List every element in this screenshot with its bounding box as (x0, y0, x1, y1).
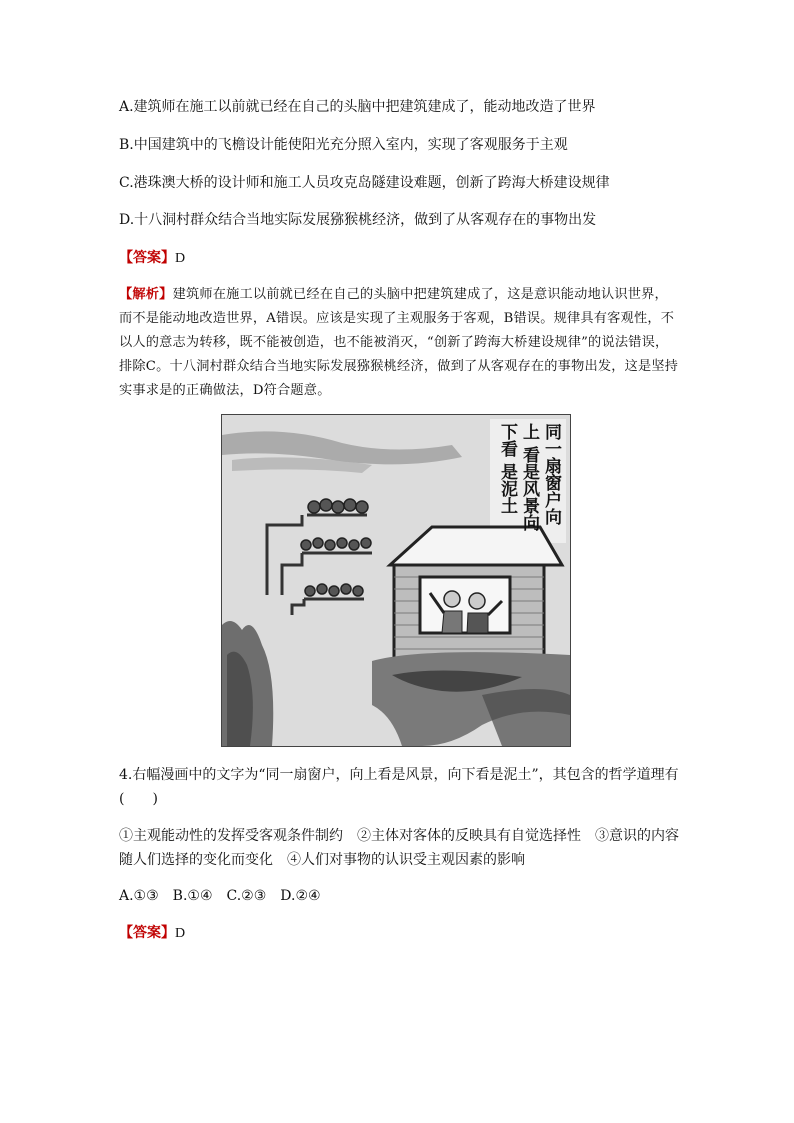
answer-line-q4 (119, 923, 185, 944)
option-b: B.中国建筑中的飞檐设计能使阳光充分照入室内，实现了客观服务于主观 (119, 137, 568, 153)
option-a: A.建筑师在施工以前就已经在自己的头脑中把建筑建成了，能动地改造了世界 (119, 99, 596, 115)
answer-tag: 【答案】 (119, 250, 175, 266)
question-statements: ①主观能动性的发挥受客观条件制约 ②主体对客体的反映具有自觉选择性 ③意识的内容随人们选择的变化而变化 ④人们对事物的认识受主观因素的影响 (119, 828, 679, 868)
analysis-text: 建筑师在施工以前就已经在自己的头脑中把建筑建成了，这是意识能动地认识世界，而不是能动地改造世界，A错误。应该是实现了主观服务于客观，B错误。规律具有客观性，不以人的意志为转移，既不能被创造，也不能被消灭，“创新了跨海大桥建设规律”的说法错误，排除C。十八洞村群众结合当地实际发展猕猴桃经济，做到了从客观存在的事物出发，这是坚持实事求是的正确做法，D符合题意。 (119, 287, 679, 398)
caption-line-2: 看是风景向下看 (497, 423, 539, 531)
answer-value: D (175, 251, 186, 266)
question-4: 4.右幅漫画中的文字为“同一扇窗户，向上看是风景，向下看是泥土”，其包含的哲学道理有( ) (119, 767, 679, 807)
option-d: D.十八洞村群众结合当地实际发展猕猴桃经济，做到了从客观存在的事物出发 (119, 212, 597, 228)
analysis-tag: 【解析】 (119, 287, 173, 302)
caption-line-3: 是泥土 (497, 462, 517, 514)
answer-tag-q4: 【答案】 (119, 925, 175, 941)
option-c: C.港珠澳大桥的设计师和施工人员攻克岛隧建设难题，创新了跨海大桥建设规律 (119, 175, 610, 191)
caption-line-1: 同一扇窗户向上 (519, 423, 561, 525)
question-choices: A.①③ B.①④ C.②③ D.②④ (119, 888, 321, 904)
cartoon-caption (492, 423, 562, 538)
cartoon-image (221, 414, 571, 747)
answer-value-q4: D (175, 926, 186, 941)
analysis-paragraph (119, 283, 679, 403)
answer-line-prev (119, 248, 185, 269)
